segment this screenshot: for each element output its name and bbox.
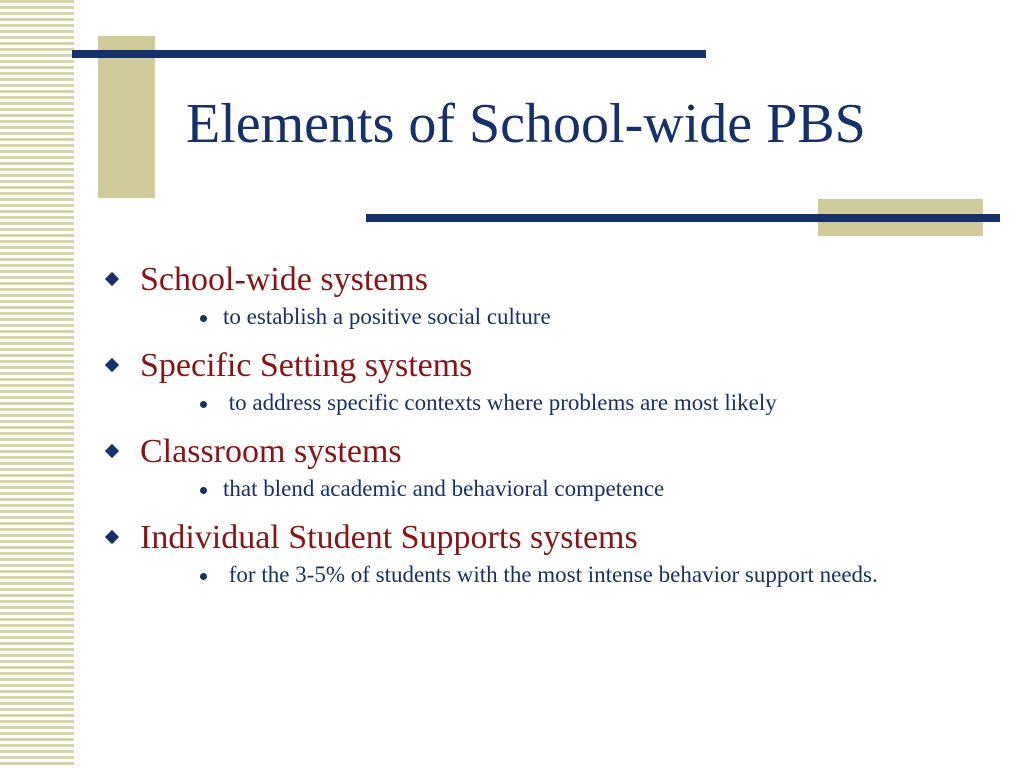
bullet-heading-text: Classroom systems <box>140 433 402 470</box>
bullet-item <box>104 432 984 505</box>
bullet-detail <box>200 472 963 505</box>
bullet-item <box>104 518 984 591</box>
striped-side-band <box>0 0 74 768</box>
title-accent-block <box>98 36 155 198</box>
dot-bullet-icon <box>200 573 207 580</box>
bullet-heading <box>104 260 984 300</box>
bullet-heading-text: Specific Setting systems <box>140 347 473 384</box>
dot-bullet-icon <box>200 401 207 408</box>
diamond-bullet-icon <box>105 530 119 544</box>
bullet-item <box>104 260 984 333</box>
bullet-heading-text: School-wide systems <box>140 261 429 298</box>
bullet-detail <box>200 300 963 333</box>
bullet-detail-text: that blend academic and behavioral competence <box>223 476 665 501</box>
bullet-list <box>104 260 984 604</box>
bullet-detail <box>200 558 963 591</box>
title-rule-bottom <box>366 214 1000 222</box>
bullet-item <box>104 346 984 419</box>
title-rule-top <box>72 50 706 58</box>
slide-title: Elements of School-wide PBS <box>186 93 866 155</box>
bullet-detail <box>200 386 963 419</box>
bullet-detail-text: to establish a positive social culture <box>223 304 551 329</box>
dot-bullet-icon <box>200 487 207 494</box>
bullet-detail-text: to address specific contexts where problems are most likely <box>223 390 777 415</box>
bullet-heading-text: Individual Student Supports systems <box>140 519 638 556</box>
diamond-bullet-icon <box>105 272 119 286</box>
bullet-heading <box>104 432 984 472</box>
bullet-heading <box>104 346 984 386</box>
diamond-bullet-icon <box>105 358 119 372</box>
bullet-heading <box>104 518 984 558</box>
diamond-bullet-icon <box>105 444 119 458</box>
bullet-detail-text: for the 3-5% of students with the most intense behavior support needs. <box>223 562 878 587</box>
dot-bullet-icon <box>200 315 207 322</box>
